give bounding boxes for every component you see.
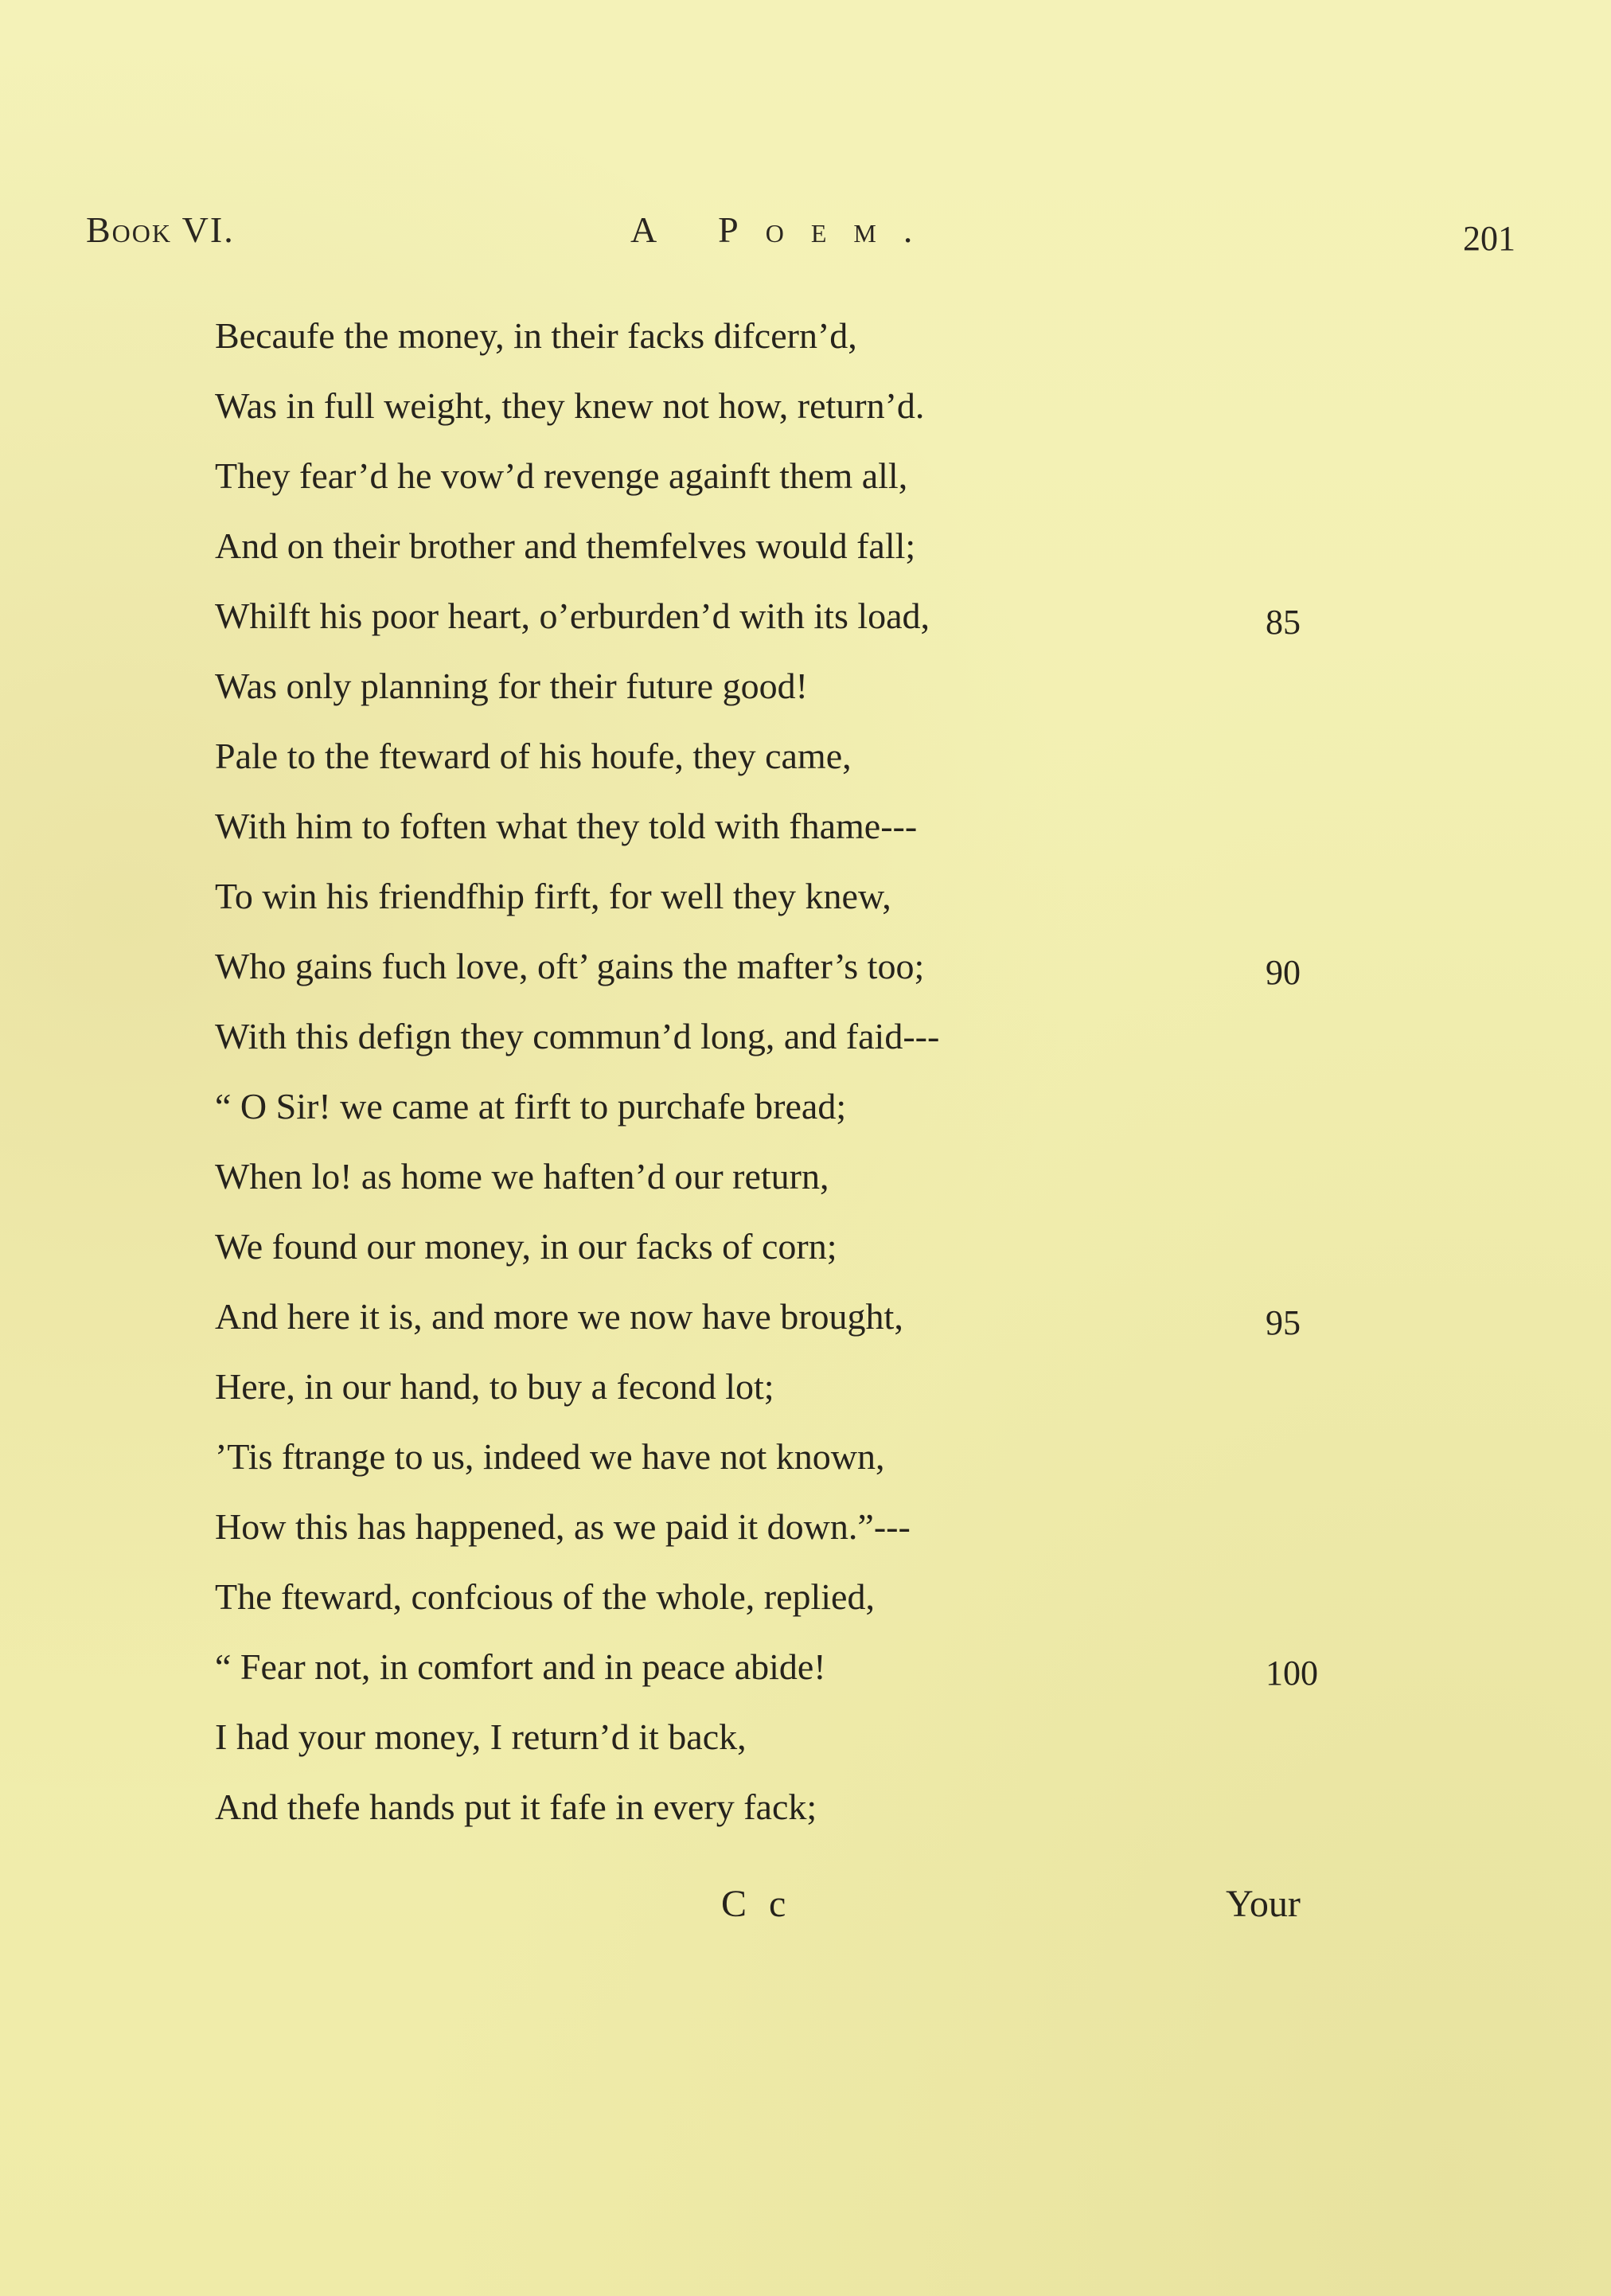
poem-line bbox=[215, 791, 1488, 861]
line-text: The fteward, confcious of the whole, replied, bbox=[215, 1576, 875, 1617]
poem-line bbox=[215, 1142, 1488, 1212]
poem-line bbox=[215, 1422, 1488, 1492]
line-text: To win his friendfhip firft, for well they knew, bbox=[215, 876, 891, 916]
page-number: 201 bbox=[1463, 219, 1515, 258]
poem-line bbox=[215, 1772, 1488, 1842]
line-text: Becaufe the money, in their facks difcern’d, bbox=[215, 315, 857, 356]
line-text: And here it is, and more we now have brought, bbox=[215, 1296, 903, 1337]
line-text: Was in full weight, they knew not how, return’d. bbox=[215, 385, 925, 426]
poem-line bbox=[215, 1282, 1488, 1352]
line-text: And on their brother and themfelves would fall; bbox=[215, 525, 916, 566]
line-text: They fear’d he vow’d revenge againft them all, bbox=[215, 455, 908, 496]
line-text: Here, in our hand, to buy a fecond lot; bbox=[215, 1366, 774, 1407]
poem-line bbox=[215, 1632, 1488, 1702]
line-number: 95 bbox=[1266, 1303, 1301, 1342]
poem-line bbox=[215, 1562, 1488, 1632]
poem-line bbox=[215, 1352, 1488, 1422]
poem-body bbox=[215, 301, 1488, 1842]
running-header bbox=[0, 209, 1611, 264]
poem-line bbox=[215, 301, 1488, 371]
poem-line bbox=[215, 511, 1488, 581]
poem-line bbox=[215, 1702, 1488, 1772]
poem-line bbox=[215, 1212, 1488, 1282]
poem-line bbox=[215, 581, 1488, 651]
line-text: Was only planning for their future good! bbox=[215, 666, 808, 706]
line-text: With this defign they commun’d long, and faid--- bbox=[215, 1016, 940, 1056]
line-text: When lo! as home we haften’d our return, bbox=[215, 1156, 829, 1197]
poem-line bbox=[215, 371, 1488, 441]
line-text: Pale to the fteward of his houfe, they came, bbox=[215, 736, 852, 776]
line-text: “ Fear not, in comfort and in peace abide! bbox=[215, 1646, 826, 1687]
line-text: I had your money, I return’d it back, bbox=[215, 1716, 747, 1757]
line-number: 90 bbox=[1266, 953, 1301, 992]
line-text: How this has happened, as we paid it down.”--- bbox=[215, 1506, 911, 1547]
line-text: And thefe hands put it fafe in every fack; bbox=[215, 1786, 817, 1827]
line-text: Whilft his poor heart, o’erburden’d with its load, bbox=[215, 595, 930, 636]
catchword: Your bbox=[1226, 1883, 1301, 1925]
running-title: A Poem. bbox=[630, 209, 940, 250]
line-text: We found our money, in our facks of corn; bbox=[215, 1226, 837, 1267]
poem-line bbox=[215, 861, 1488, 931]
line-number: 100 bbox=[1266, 1654, 1318, 1693]
poem-line bbox=[215, 1002, 1488, 1072]
line-text: Who gains fuch love, oft’ gains the mafter’s too; bbox=[215, 946, 925, 986]
poem-line bbox=[215, 441, 1488, 511]
poem-line bbox=[215, 1492, 1488, 1562]
line-text: ’Tis ftrange to us, indeed we have not known, bbox=[215, 1436, 885, 1477]
line-text: With him to foften what they told with fhame--- bbox=[215, 806, 918, 846]
line-text: “ O Sir! we came at firft to purchafe bread; bbox=[215, 1086, 847, 1127]
line-number: 85 bbox=[1266, 603, 1301, 642]
poem-line bbox=[215, 651, 1488, 721]
poem-line bbox=[215, 721, 1488, 791]
poem-line bbox=[215, 1072, 1488, 1142]
poem-line bbox=[215, 931, 1488, 1002]
book-label: Book VI. bbox=[86, 209, 235, 250]
signature-mark: C c bbox=[721, 1883, 793, 1925]
